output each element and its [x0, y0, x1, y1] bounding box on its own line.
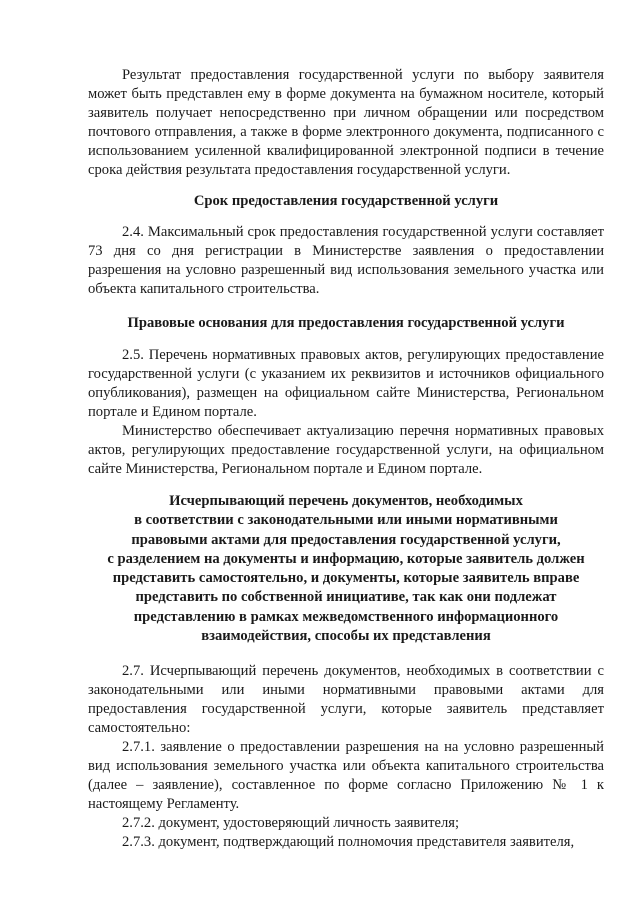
paragraph-2-4: 2.4. Максимальный срок предоставления государственной услуги составляет 73 дня со дня регистрации в Министерстве заявления о предоставлении разрешения на условно разрешенный вид использования земельного участка или объекта капитального строительства.: [88, 224, 604, 297]
paragraph-2-7-2: 2.7.2. документ, удостоверяющий личность заявителя;: [122, 815, 460, 832]
heading-line: в соответствии с законодательными или иными нормативными: [134, 512, 558, 529]
paragraph-ministry: Министерство обеспечивает актуализацию перечня нормативных правовых актов, регулирующих предоставление государственной услуги, на официальном сайте Министерства, Региональном портале и Едином портале.: [88, 423, 604, 477]
heading-legal-basis: Правовые основания для предоставления государственной услуги: [127, 315, 565, 331]
heading-line: Исчерпывающий перечень документов, необходимых: [169, 493, 523, 509]
heading-line: взаимодействия, способы их представления: [201, 628, 491, 645]
heading-documents-list: [88, 492, 604, 646]
heading-line: представлению в рамках межведомственного информационного: [133, 608, 559, 625]
heading-line: правовыми актами для предоставления государственной услуги,: [131, 531, 561, 548]
document-body: [88, 66, 604, 852]
heading-line: представить самостоятельно, и документы, которые заявитель вправе: [112, 570, 580, 587]
paragraph-2-7-3: 2.7.3. документ, подтверждающий полномочия представителя заявителя,: [122, 834, 575, 851]
heading-line: с разделением на документы и информацию, которые заявитель должен: [107, 550, 585, 567]
heading-service-term: Срок предоставления государственной услуги: [193, 193, 499, 209]
paragraph-result: Результат предоставления государственной услуги по выбору заявителя может быть представлен ему в форме документа на бумажном носителе, который заявитель получает непосредственно при личном обращении или посредством почтового отправления, а также в форме электронного документа, подписанного с использованием усиленной квалифицированной электронной подписи в течение срока действия результата предоставления государственной услуги.: [88, 67, 604, 178]
paragraph-2-7: 2.7. Исчерпывающий перечень документов, необходимых в соответствии с законодательными или иными нормативными правовыми актами для предоставления государственной услуги, которые заявитель представляет самостоятельно:: [88, 663, 604, 737]
paragraph-2-5: 2.5. Перечень нормативных правовых актов, регулирующих предоставление государственной услуги (с указанием их реквизитов и источников официального опубликования), размещен на официальном сайте Министерства, Региональном портале и Едином портале.: [88, 347, 604, 420]
paragraph-2-7-1: 2.7.1. заявление о предоставлении разрешения на на условно разрешенный вид использования земельного участка или объекта капитального строительства (далее – заявление), составленное по форме согласно Приложению № 1 к настоящему Регламенту.: [88, 739, 604, 813]
heading-line: представить по собственной инициативе, так как они подлежат: [135, 589, 557, 606]
